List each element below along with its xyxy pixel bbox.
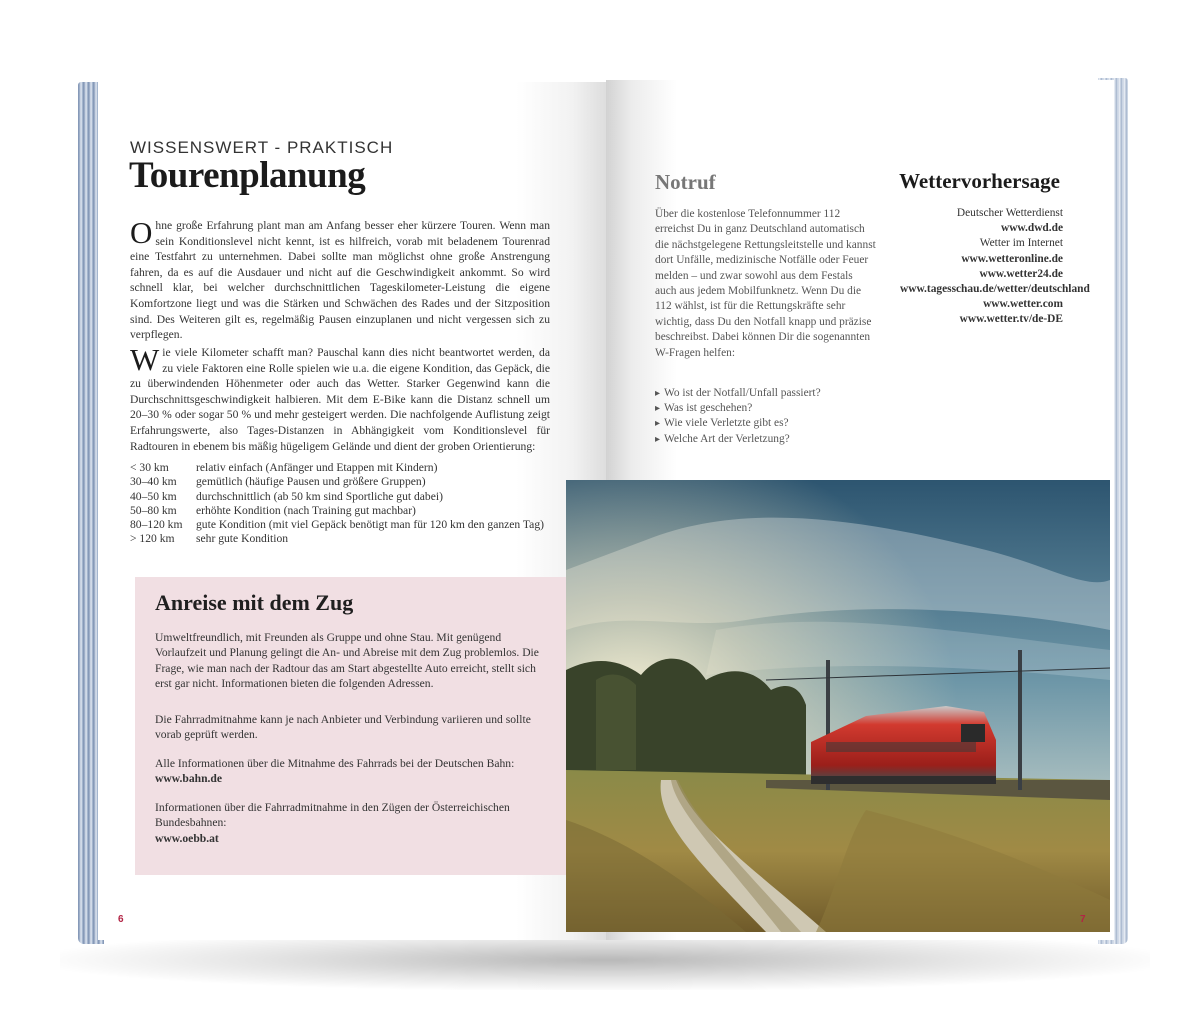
- weather-links: [860, 206, 1090, 328]
- intro-paragraph-text: hne große Erfahrung plant man am Anfang besser eher kürzere Touren. Wenn man sein Konditionslevel nicht kennt, ist es hilfreich, vorab mit beladenem Tourenrad eine Testfahrt zu unternehmen. Dabei sollte man möglichst ohne große Anstrengung fahren, da es auf die Ausdauer und nicht auf die Geschwindigkeit ankommt. So wird schnell klar, bei welcher durchschnittlichen Tageskilometer-Leistung die eigene Komfortzone liegt und was die Stärken und Schwächen des Rades und der Sitzposition sind. Des Weiteren gilt es, regelmäßig Pausen einzuplanen und nicht vergessen sich zu verpflegen.: [130, 219, 550, 342]
- train-info-title: Anreise mit dem Zug: [155, 590, 354, 615]
- list-item: ▸ Wie viele Verletzte gibt es?: [655, 416, 821, 431]
- weather-link[interactable]: www.wetteronline.de: [961, 252, 1063, 265]
- table-row: [130, 490, 544, 504]
- weather-link[interactable]: www.wetter24.de: [979, 267, 1063, 280]
- table-row: [130, 461, 544, 475]
- weather-label: Deutscher Wetterdienst: [956, 207, 1063, 219]
- oebb-link[interactable]: www.oebb.at: [155, 831, 219, 845]
- dropcap: O: [130, 215, 153, 250]
- distance-range: 30–40 km: [130, 475, 177, 489]
- list-item: ▸ Wo ist der Notfall/Unfall passiert?: [655, 386, 821, 401]
- distance-range: 80–120 km: [130, 518, 183, 532]
- train-info-oebb: [155, 800, 550, 846]
- train-info-db-text: Alle Informationen über die Mitnahme des Fahrrads bei der Deutschen Bahn:: [155, 757, 515, 770]
- distance-paragraph: [130, 342, 550, 454]
- train-info-paragraph: Umweltfreundlich, mit Freunden als Gruppe und ohne Stau. Mit genügend Vorlaufzeit und Planung gelingt die An- und Abreise mit dem Zug problemlos. Die Frage, wie man nach der Radtour das am Start abgestellte Auto erreicht, stellt sich erst gar nicht. Informationen bieten die folgenden Adressen.: [155, 631, 539, 691]
- intro-paragraph: [130, 215, 550, 343]
- train-info-oebb-text: Informationen über die Fahrradmitnahme in den Zügen der Österreichischen Bundesbahnen:: [155, 801, 510, 830]
- notruf-title: Notruf: [655, 170, 716, 194]
- weather-label: Wetter im Internet: [979, 237, 1063, 250]
- train-landscape-photo: [566, 480, 1110, 932]
- distance-description: durchschnittlich (ab 50 km sind Sportliche gut dabei): [196, 489, 443, 503]
- distance-description: erhöhte Kondition (nach Training gut machbar): [196, 503, 416, 517]
- train-info-paragraph: Die Fahrradmitnahme kann je nach Anbieter und Verbindung variieren und sollte vorab geprüft werden.: [155, 713, 531, 742]
- list-item: ▸ Was ist geschehen?: [655, 401, 821, 416]
- page-title: Tourenplanung: [129, 155, 366, 196]
- distance-description: gemütlich (häufige Pausen und größere Gruppen): [196, 475, 426, 489]
- table-row: [130, 532, 544, 546]
- distance-range: < 30 km: [130, 461, 169, 474]
- distance-range: 50–80 km: [130, 503, 177, 517]
- section-kicker: WISSENSWERT - PRAKTISCH: [130, 138, 394, 157]
- distance-range: > 120 km: [130, 532, 175, 546]
- weather-link[interactable]: www.wetter.tv/de-DE: [959, 313, 1063, 326]
- train-landscape-illustration: [566, 480, 1110, 932]
- distance-description: sehr gute Kondition: [196, 532, 289, 546]
- table-row: [130, 504, 544, 518]
- weather-title: Wettervorhersage: [899, 169, 1060, 193]
- list-item: ▸ Welche Art der Verletzung?: [655, 432, 821, 447]
- page-number-right: 7: [1080, 914, 1086, 925]
- notruf-paragraph: Über die kostenlose Telefonnummer 112 erreichst Du in ganz Deutschland automatisch die nächstgelegene Rettungsleitstelle und kannst dort Unfälle, medizinische Notfälle oder Feuer melden – und zwar sowohl aus dem Festals auch aus jedem Mobilfunknetz. Wenn Du die 112 wählst, ist für die Rettungskräfte sehr wichtig, dass Du den Notfall knapp und präzise beschreibst. Dabei können Dir die sogenannten W-Fragen helfen:: [655, 208, 876, 359]
- dropcap: W: [130, 342, 160, 377]
- w-questions-list: [655, 386, 821, 447]
- dwd-link[interactable]: www.dwd.de: [1000, 222, 1063, 235]
- train-info-db: [155, 756, 550, 787]
- table-row: [130, 475, 544, 489]
- distance-paragraph-text: ie viele Kilometer schafft man? Pauschal kann dies nicht beantwortet werden, da zu viele Faktoren eine Rolle spielen wie u.a. die eigene Kondition, das Gepäck, die zu überwindenden Höhenmeter oder auch das Wetter. Starker Gegenwind kann die Durchschnittsgeschwindigkeit halbieren. Mit dem E-Bike kann die Distanz schnell um 20–30 % oder sogar 50 % und mehr gesteigert werden. Die nachfolgende Auflistung zeigt Erfahrungswerte, also Tages-Distanzen in Abhängigkeit vom Konditionslevel für Radtouren in ebenem bis mäßig hügeligem Gelände und dient der groben Orientierung:: [130, 346, 550, 453]
- distance-table: [130, 461, 544, 547]
- bahn-link[interactable]: www.bahn.de: [155, 772, 223, 786]
- weather-link[interactable]: www.tagesschau.de/wetter/deutschland: [900, 283, 1090, 296]
- distance-description: relativ einfach (Anfänger und Etappen mit Kindern): [196, 461, 438, 474]
- page-number-left: 6: [118, 914, 124, 925]
- weather-link[interactable]: www.wetter.com: [983, 298, 1063, 311]
- distance-description: gute Kondition (mit viel Gepäck benötigt man für 120 km den ganzen Tag): [196, 518, 544, 532]
- table-row: [130, 518, 544, 532]
- distance-range: 40–50 km: [130, 489, 177, 503]
